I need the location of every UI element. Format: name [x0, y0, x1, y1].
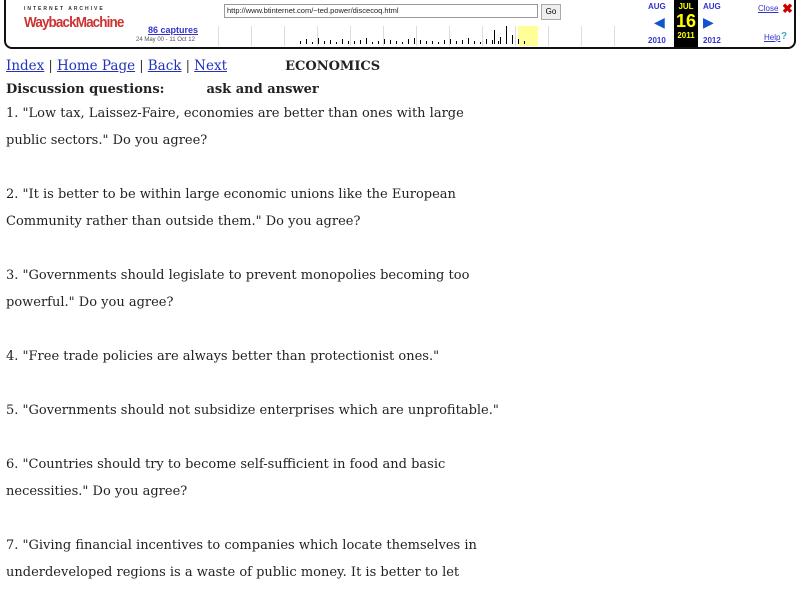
question-line: 4. "Free trade policies are always better than protectionist ones."	[6, 349, 440, 364]
timeline-capture-bar	[524, 41, 525, 44]
timeline-capture-bar	[468, 38, 469, 44]
timeline-year-divider	[218, 26, 219, 46]
timeline-year-divider	[515, 26, 516, 46]
nav-bar: Index | Home Page | Back | Next ECONOMICS	[6, 58, 381, 74]
heading-right: ask and answer	[206, 82, 319, 97]
current-date	[674, 0, 698, 47]
question-line: 5. "Governments should not subsidize enterprises which are unprofitable."	[6, 403, 499, 418]
timeline-capture-bar	[480, 42, 481, 44]
timeline-year-divider	[548, 26, 549, 46]
timeline-year-divider	[350, 26, 351, 46]
timeline-capture-bar	[450, 39, 451, 44]
timeline-capture-bar	[494, 30, 495, 44]
timeline-year-divider	[581, 26, 582, 46]
close-icon[interactable]: ✖	[782, 1, 793, 16]
question-line: 6. "Countries should try to become self-sufficient in food and basic	[6, 457, 446, 472]
next-year[interactable]: 2012	[703, 36, 721, 45]
question-item	[6, 397, 786, 424]
timeline-capture-bar	[512, 35, 513, 44]
timeline-capture-bar	[348, 41, 349, 44]
timeline-capture-bar	[432, 41, 433, 44]
timeline-capture-bar	[444, 40, 445, 44]
timeline-capture-bar	[408, 39, 409, 44]
page-content	[6, 58, 786, 613]
next-link[interactable]: Next	[194, 58, 227, 74]
index-link[interactable]: Index	[6, 58, 45, 74]
current-day: 16	[675, 11, 697, 31]
timeline-capture-bar	[378, 41, 379, 44]
timeline-capture-bar	[384, 39, 385, 44]
section-heading	[6, 79, 786, 101]
wayback-logo[interactable]: WaybackMachine	[24, 14, 124, 31]
timeline-capture-bar	[456, 41, 457, 44]
back-link[interactable]: Back	[147, 58, 182, 74]
question-item	[6, 181, 786, 235]
question-item	[6, 451, 786, 505]
question-item	[6, 262, 786, 316]
capture-timeline[interactable]	[218, 20, 646, 46]
captures-link[interactable]: 86 captures	[148, 25, 199, 35]
timeline-capture-bar	[438, 42, 439, 44]
timeline-capture-bar	[414, 38, 415, 44]
help-link[interactable]: Help	[764, 33, 781, 42]
question-line: powerful." Do you agree?	[6, 295, 174, 310]
question-list	[6, 100, 786, 586]
question-line: necessities." Do you agree?	[6, 484, 188, 499]
timeline-capture-bar	[498, 41, 499, 44]
go-button[interactable]: Go	[541, 4, 561, 20]
question-line: underdeveloped regions is a waste of public money. It is better to let	[6, 565, 460, 580]
question-line: 1. "Low tax, Laissez-Faire, economies are better than ones with large	[6, 106, 464, 121]
timeline-capture-bar	[324, 41, 325, 44]
question-line: Community rather than outside them." Do you agree?	[6, 214, 361, 229]
question-item	[6, 532, 786, 586]
timeline-year-divider	[416, 26, 417, 46]
timeline-capture-bar	[312, 42, 313, 44]
timeline-capture-bar	[354, 41, 355, 44]
prev-arrow-icon[interactable]: ◀	[654, 14, 665, 30]
question-line: 2. "It is better to be within large economic unions like the European	[6, 187, 456, 202]
timeline-capture-bar	[342, 39, 343, 44]
timeline-capture-bar	[360, 40, 361, 44]
timeline-year-divider	[251, 26, 252, 46]
timeline-year-divider	[284, 26, 285, 46]
timeline-capture-bar	[390, 40, 391, 44]
timeline-capture-bar	[506, 26, 507, 44]
page-title: ECONOMICS	[285, 59, 381, 74]
timeline-capture-bar	[492, 40, 493, 44]
timeline-capture-bar	[300, 41, 301, 44]
question-item	[6, 343, 786, 370]
question-item	[6, 100, 786, 154]
timeline-capture-bar	[518, 39, 519, 44]
timeline-capture-bar	[396, 41, 397, 44]
prev-month[interactable]: AUG	[648, 2, 666, 11]
timeline-capture-bar	[330, 40, 331, 44]
timeline-capture-bar	[306, 39, 307, 44]
timeline-capture-bar	[402, 42, 403, 44]
timeline-capture-bar	[366, 38, 367, 44]
url-input[interactable]: http://www.btinternet.com/~ted.power/discecoq.html	[224, 4, 538, 18]
timeline-capture-bar	[462, 40, 463, 44]
timeline-capture-bar	[426, 41, 427, 44]
next-arrow-icon[interactable]: ▶	[703, 14, 714, 30]
timeline-year-divider	[614, 26, 615, 46]
home-page-link[interactable]: Home Page	[56, 58, 136, 74]
help-icon[interactable]: ?	[781, 31, 788, 42]
question-line: public sectors." Do you agree?	[6, 133, 208, 148]
date-range: 24 May 00 - 11 Oct 12	[136, 37, 195, 43]
timeline-highlight	[518, 26, 538, 46]
timeline-capture-bar	[500, 37, 501, 44]
question-line: 7. "Giving financial incentives to companies which locate themselves in	[6, 538, 477, 553]
timeline-capture-bar	[336, 42, 337, 44]
timeline-year-divider	[482, 26, 483, 46]
question-line: 3. "Governments should legislate to prevent monopolies becoming too	[6, 268, 470, 283]
timeline-capture-bar	[372, 42, 373, 44]
timeline-capture-bar	[486, 39, 487, 44]
prev-year[interactable]: 2010	[648, 36, 666, 45]
timeline-capture-bar	[420, 40, 421, 44]
current-month: JUL	[678, 2, 694, 11]
wayback-toolbar	[4, 0, 796, 49]
close-link[interactable]: Close	[758, 4, 779, 13]
timeline-capture-bar	[318, 38, 319, 44]
next-month[interactable]: AUG	[703, 2, 721, 11]
timeline-capture-bar	[474, 41, 475, 44]
heading-left: Discussion questions:	[6, 82, 165, 97]
current-year: 2011	[677, 31, 695, 40]
logo-caption: INTERNET ARCHIVE	[24, 6, 105, 12]
